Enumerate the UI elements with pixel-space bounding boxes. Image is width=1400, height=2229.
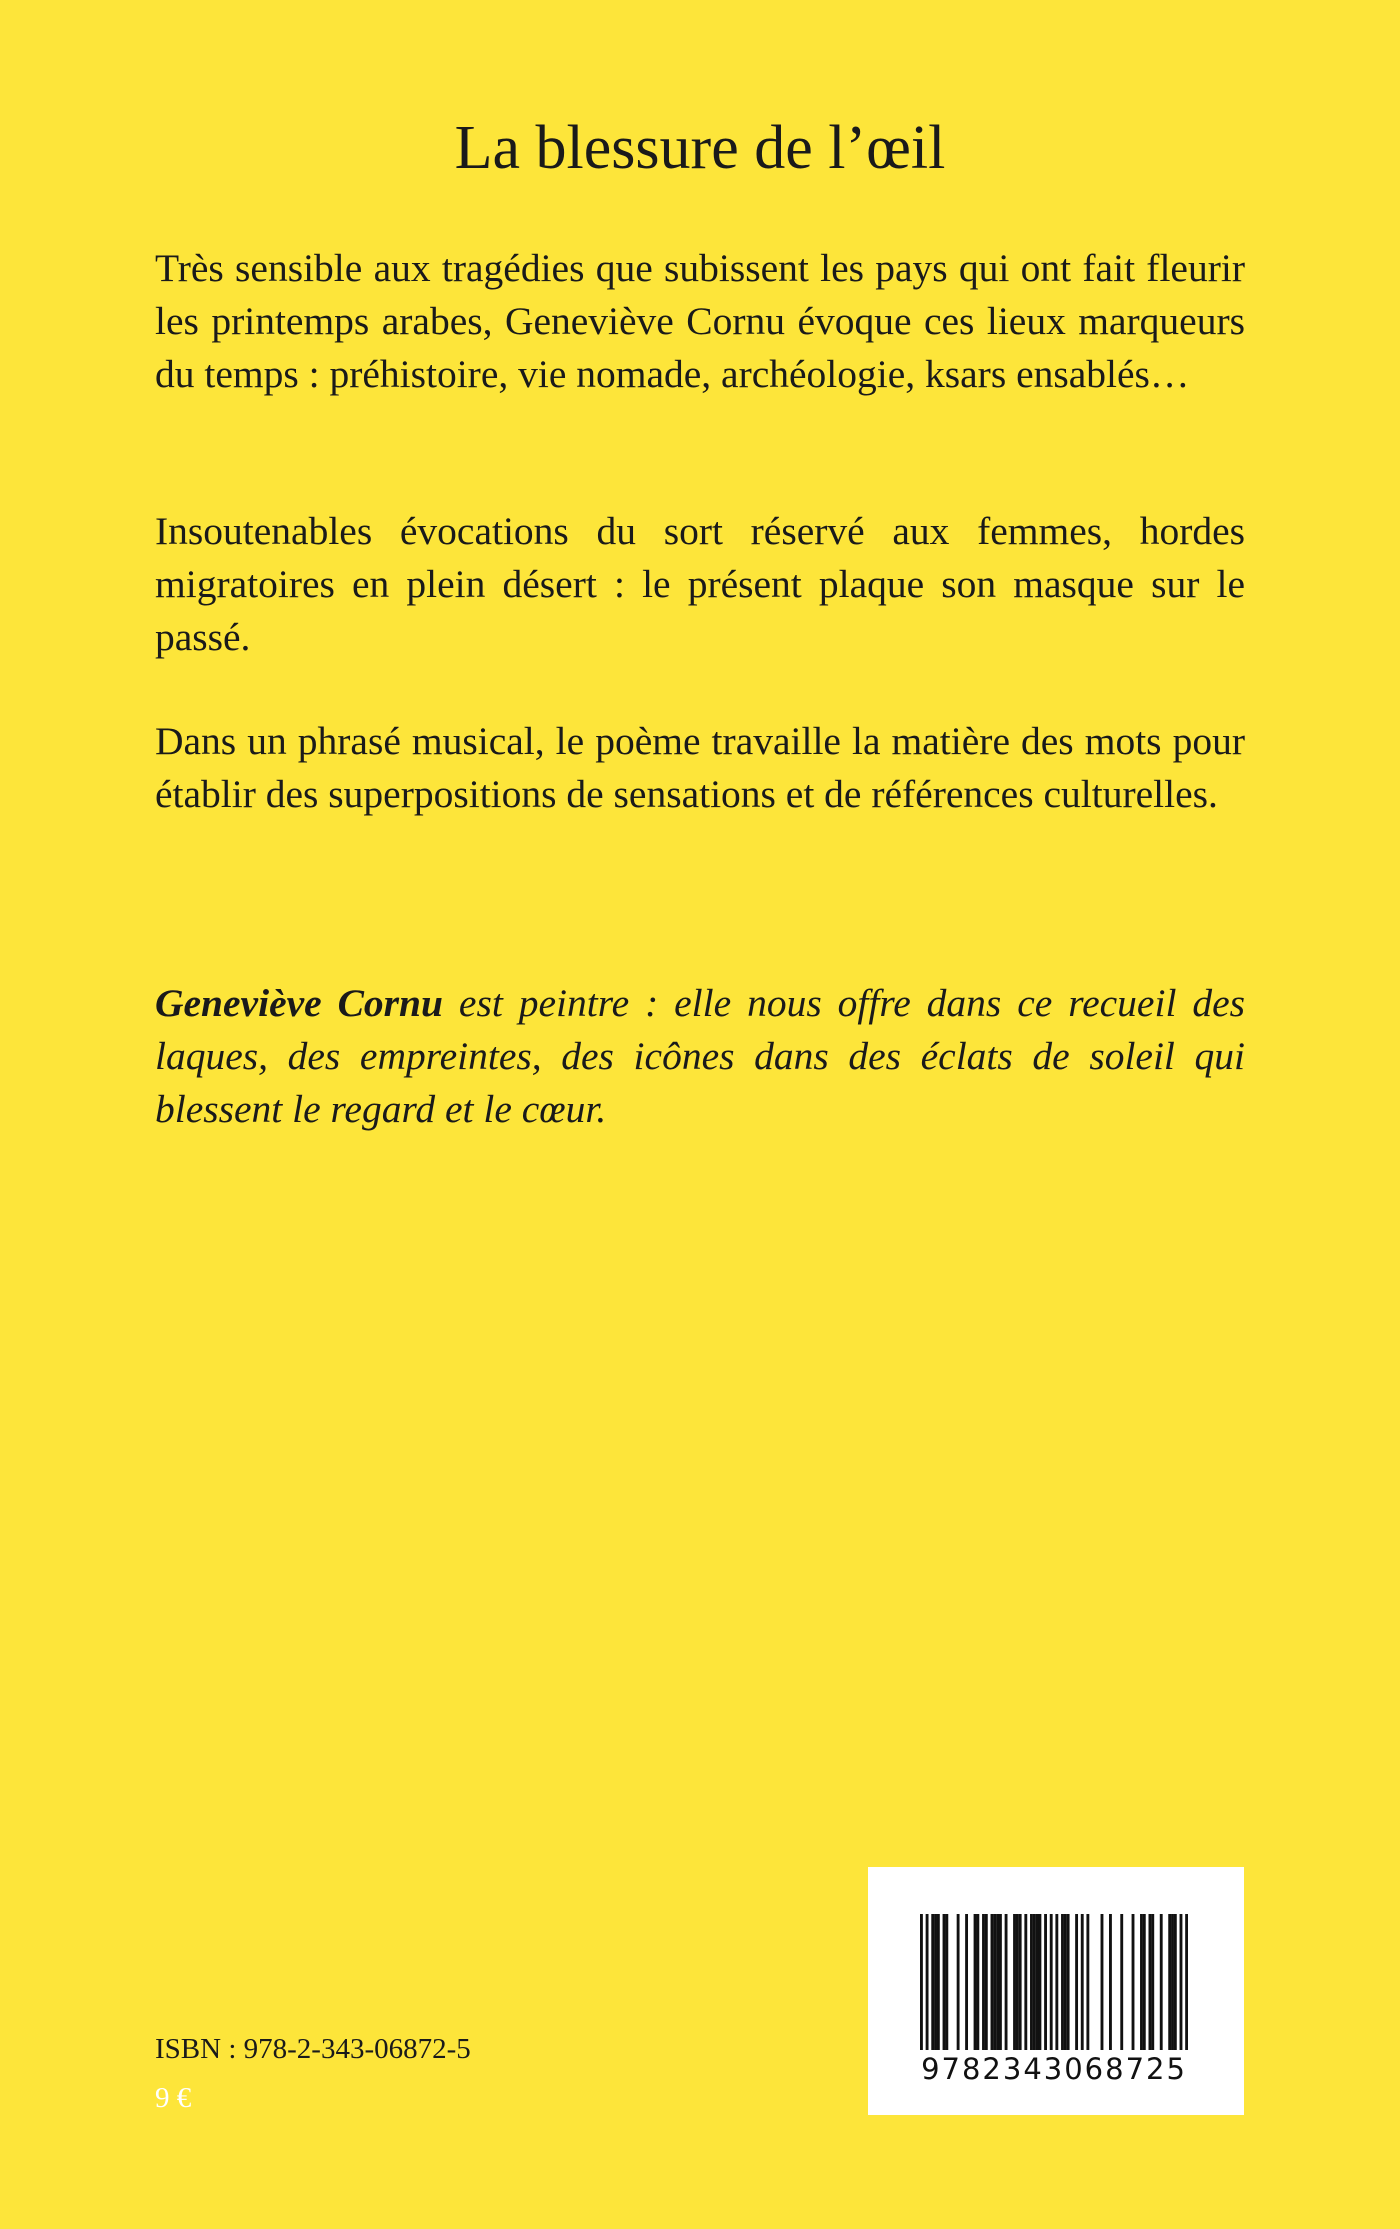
barcode-bar — [1064, 1914, 1067, 2050]
summary-paragraph-1: Très sensible aux tragédies que subissent les pays qui ont fait fleurir les printemps arabes, Geneviève Cornu évoque ces lieux marqueurs du temps : préhistoire, vie nomade, archéologie, ksars ensablés… — [155, 246, 1245, 396]
barcode-bar — [1180, 1914, 1183, 2050]
barcode-bar — [1019, 1914, 1022, 2050]
barcode-bar — [1067, 1914, 1070, 2050]
barcode-bar — [1185, 1914, 1188, 2050]
summary-paragraph-2: Insoutenables évocations du sort réservé aux femmes, hordes migratoires en plein désert : le présent plaque son masque sur le passé. — [155, 509, 1245, 659]
barcode-bar — [1171, 1914, 1174, 2050]
barcode-bar — [957, 1914, 960, 2050]
barcode-bar — [1016, 1914, 1019, 2050]
barcode-bar — [1140, 1914, 1143, 2050]
book-title: La blessure de l’œil — [454, 114, 946, 182]
barcode-bar — [1061, 1914, 1064, 2050]
barcode-bar — [1024, 1914, 1027, 2050]
author-note-text: est peintre : elle nous offre dans ce recueil des laques, des empreintes, des icônes dans des éclats de soleil qui blessent le regard et le cœur. — [155, 981, 1245, 1131]
barcode-bar — [991, 1914, 994, 2050]
barcode-bar — [1055, 1914, 1058, 2050]
barcode-bar — [974, 1914, 977, 2050]
price-label: 9 € — [155, 2082, 192, 2114]
barcode-bar — [945, 1914, 948, 2050]
barcode-bar — [926, 1914, 929, 2050]
barcode-bar — [1109, 1914, 1112, 2050]
barcode-bar — [1143, 1914, 1146, 2050]
barcode-bar — [985, 1914, 988, 2050]
barcode-bar — [999, 1914, 1002, 2050]
barcode-bar — [920, 1914, 923, 2050]
barcode-bar — [993, 1914, 996, 2050]
barcode-bar — [1030, 1914, 1033, 2050]
barcode-bar — [1160, 1914, 1163, 2050]
author-name: Geneviève Cornu — [155, 981, 443, 1025]
barcode-number: 9782343068725 — [921, 2052, 1187, 2086]
summary-paragraph-3: Dans un phrasé musical, le poème travaille la matière des mots pour établir des superpositions de sensations et de références culturelles. — [155, 719, 1245, 816]
barcode-bar — [965, 1914, 968, 2050]
barcode-bar — [931, 1914, 934, 2050]
barcode-bar — [943, 1914, 946, 2050]
barcode-bar — [996, 1914, 999, 2050]
barcode-bar — [1174, 1914, 1177, 2050]
barcode-bar — [1050, 1914, 1053, 2050]
barcode-bar — [934, 1914, 937, 2050]
barcode-bar — [1149, 1914, 1152, 2050]
barcode-panel — [868, 1867, 1244, 2115]
barcode-bar — [1036, 1914, 1039, 2050]
barcode-bar — [1101, 1914, 1104, 2050]
barcode-bar — [1005, 1914, 1008, 2050]
barcode-bar — [1132, 1914, 1135, 2050]
barcode-bar — [1013, 1914, 1016, 2050]
barcode-bar — [1038, 1914, 1041, 2050]
barcode-bar — [937, 1914, 940, 2050]
barcode-bar — [1033, 1914, 1036, 2050]
barcode-bar — [1044, 1914, 1047, 2050]
barcode-bar — [1120, 1914, 1123, 2050]
barcode-bar — [1151, 1914, 1154, 2050]
barcode-bar — [1168, 1914, 1171, 2050]
barcode-icon — [920, 1914, 1188, 2050]
barcode-bar — [1086, 1914, 1089, 2050]
barcode-bar — [982, 1914, 985, 2050]
barcode-bar — [1075, 1914, 1078, 2050]
author-note — [155, 977, 1245, 1136]
barcode-bar — [976, 1914, 979, 2050]
isbn-label: ISBN : 978-2-343-06872-5 — [155, 2033, 471, 2065]
barcode-bar — [1081, 1914, 1084, 2050]
